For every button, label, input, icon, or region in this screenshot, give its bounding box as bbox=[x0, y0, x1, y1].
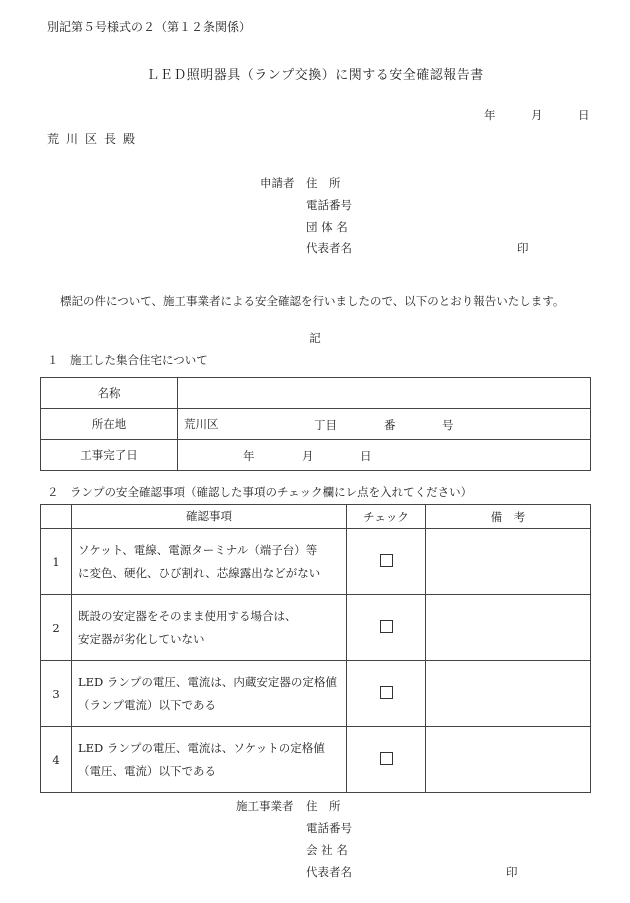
item-line: に変色、硬化、ひび割れ、芯線露出などがない bbox=[78, 565, 321, 580]
checkbox[interactable] bbox=[380, 686, 393, 699]
item-text bbox=[72, 727, 347, 793]
checkbox[interactable] bbox=[380, 554, 393, 567]
applicant-rep-label: 代表者名 bbox=[306, 241, 352, 255]
item-number: 4 bbox=[41, 727, 72, 793]
note-cell[interactable] bbox=[426, 529, 591, 595]
item-line: LED ランプの電圧、電流は、内蔵安定器の定格値 bbox=[78, 674, 337, 689]
item-number: 2 bbox=[41, 595, 72, 661]
applicant-group-label: 団 体 名 bbox=[306, 220, 348, 234]
item-text bbox=[72, 661, 347, 727]
contractor-phone-label: 電話番号 bbox=[306, 821, 352, 835]
housing-info-table bbox=[40, 377, 591, 471]
header-check: チェック bbox=[347, 505, 426, 529]
note-cell[interactable] bbox=[426, 595, 591, 661]
name-field[interactable] bbox=[178, 378, 591, 409]
item-text bbox=[72, 529, 347, 595]
chome-label: 丁目 bbox=[314, 418, 337, 432]
completion-year-label: 年 bbox=[243, 449, 255, 463]
contractor-role-label: 施工事業者 bbox=[236, 799, 294, 813]
completion-day-label: 日 bbox=[360, 449, 372, 463]
note-cell[interactable] bbox=[426, 727, 591, 793]
item-line: LED ランプの電圧、電流は、ソケットの定格値 bbox=[78, 740, 325, 755]
item-line: 既設の安定器をそのまま使用する場合は、 bbox=[78, 608, 297, 623]
table-header-row bbox=[41, 505, 591, 529]
item-line: ソケット、電線、電源ターミナル（端子台）等 bbox=[78, 542, 318, 557]
header-note: 備 考 bbox=[426, 505, 591, 529]
location-field[interactable] bbox=[178, 409, 591, 440]
check-cell bbox=[347, 595, 426, 661]
location-prefix: 荒川区 bbox=[184, 417, 219, 431]
note-cell[interactable] bbox=[426, 661, 591, 727]
applicant-phone-label: 電話番号 bbox=[306, 198, 352, 212]
page-title: ＬＥＤ照明器具（ランプ交換）に関する安全確認報告書 bbox=[146, 68, 484, 83]
item-number: 1 bbox=[41, 529, 72, 595]
applicant-address-label: 住 所 bbox=[306, 176, 341, 190]
contractor-address-label: 住 所 bbox=[306, 799, 341, 813]
table-row bbox=[41, 378, 591, 409]
item-text bbox=[72, 595, 347, 661]
section2-heading: ２ ランプの安全確認事項（確認した事項のチェック欄にレ点を入れてください） bbox=[47, 485, 473, 499]
applicant-role-label: 申請者 bbox=[260, 176, 295, 190]
contractor-company-label: 会 社 名 bbox=[306, 843, 348, 857]
name-label: 名称 bbox=[41, 378, 178, 409]
intro-text: 標記の件について、施工事業者による安全確認を行いましたので、以下のとおり報告いたします。 bbox=[60, 294, 565, 308]
location-label: 所在地 bbox=[41, 409, 178, 440]
contractor-seal-mark: 印 bbox=[506, 865, 518, 879]
ki-heading: 記 bbox=[309, 331, 321, 345]
ban-label: 番 bbox=[384, 418, 396, 432]
completion-date-label: 工事完了日 bbox=[41, 440, 178, 471]
applicant-seal-mark: 印 bbox=[517, 241, 529, 255]
section1-heading: １ 施工した集合住宅について bbox=[47, 353, 208, 367]
completion-date-field[interactable] bbox=[178, 440, 591, 471]
contractor-rep-label: 代表者名 bbox=[306, 865, 352, 879]
table-row bbox=[41, 409, 591, 440]
table-row bbox=[41, 529, 591, 595]
go-label: 号 bbox=[442, 418, 454, 432]
form-reference: 別記第５号様式の２（第１２条関係） bbox=[47, 20, 252, 34]
date-day-label: 日 bbox=[578, 108, 590, 122]
checkbox[interactable] bbox=[380, 620, 393, 633]
table-row bbox=[41, 440, 591, 471]
header-num bbox=[41, 505, 72, 529]
addressee: 荒川区長殿 bbox=[47, 132, 143, 146]
item-number: 3 bbox=[41, 661, 72, 727]
date-month-label: 月 bbox=[531, 108, 543, 122]
item-line: （電圧、電流）以下である bbox=[78, 763, 216, 778]
completion-month-label: 月 bbox=[302, 449, 314, 463]
table-row bbox=[41, 595, 591, 661]
check-cell bbox=[347, 661, 426, 727]
item-line: （ランプ電流）以下である bbox=[78, 697, 216, 712]
table-row bbox=[41, 661, 591, 727]
safety-check-table bbox=[40, 504, 591, 793]
table-row bbox=[41, 727, 591, 793]
checkbox[interactable] bbox=[380, 752, 393, 765]
check-cell bbox=[347, 727, 426, 793]
header-item: 確認事項 bbox=[72, 505, 347, 529]
check-cell bbox=[347, 529, 426, 595]
item-line: 安定器が劣化していない bbox=[78, 631, 205, 646]
date-year-label: 年 bbox=[484, 108, 496, 122]
